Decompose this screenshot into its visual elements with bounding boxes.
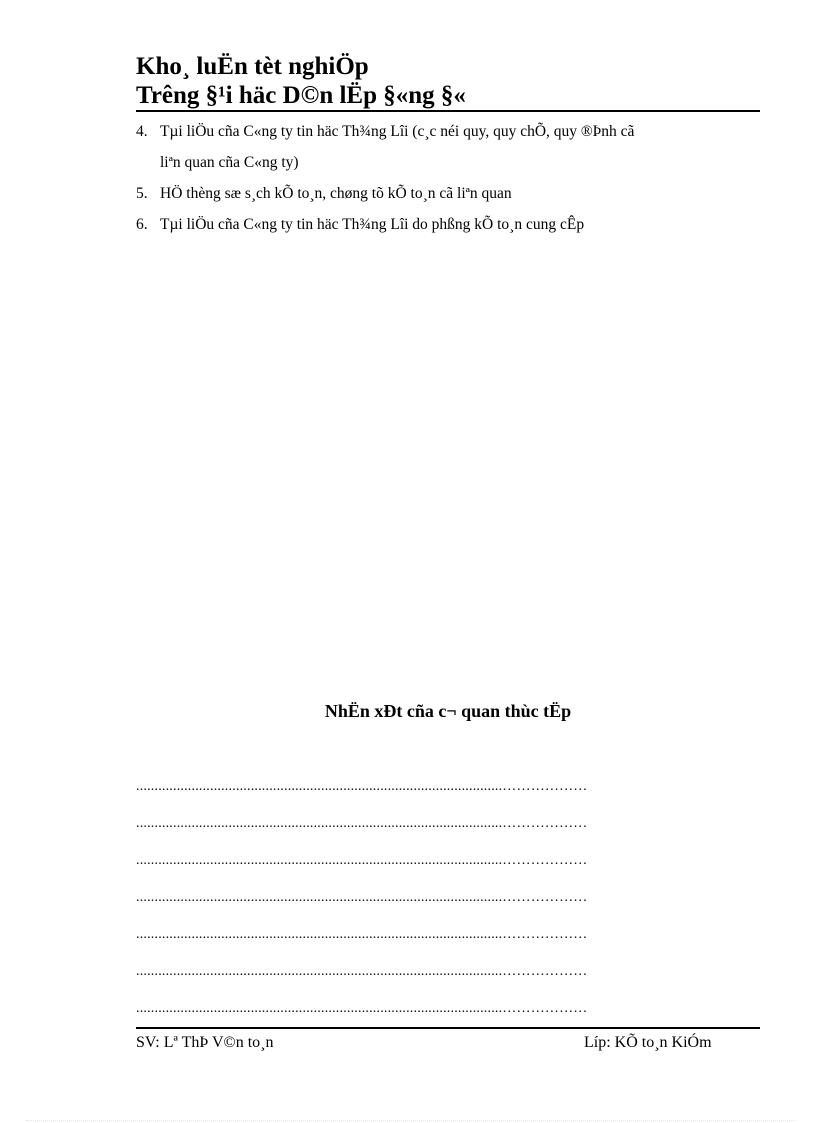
page-edge xyxy=(26,1120,796,1121)
list-item xyxy=(136,178,760,209)
list-item xyxy=(136,116,760,147)
footer-class: Líp: KÕ to¸n KiÓm xyxy=(584,1034,712,1051)
list-item xyxy=(136,209,760,240)
dotted-line: ...................................................................................................……………… xyxy=(136,779,588,794)
reference-list xyxy=(136,116,760,240)
dotted-line: ...................................................................................................……………… xyxy=(136,890,588,905)
thesis-title: Kho¸ luËn tèt nghiÖp xyxy=(136,53,369,80)
dotted-line: ...................................................................................................……………… xyxy=(136,816,588,831)
list-item-text: Tµi liÖu cña C«ng ty tin häc Th¾ng Lîi do phßng kÕ to¸n cung cÊp xyxy=(160,216,585,233)
dotted-line: ...................................................................................................……………… xyxy=(136,1001,588,1016)
section-title: NhËn xÐt cña c¬ quan thùc tËp xyxy=(324,701,572,721)
list-item-number: 5. xyxy=(136,185,148,202)
dotted-line: ...................................................................................................……………… xyxy=(136,853,588,868)
footer-student: SV: Lª ThÞ V©n to¸n xyxy=(136,1034,274,1051)
header-divider xyxy=(136,110,760,112)
list-item-continuation: liªn quan cña C«ng ty) xyxy=(160,154,299,171)
footer-divider xyxy=(136,1027,760,1029)
list-item-number: 6. xyxy=(136,216,148,233)
university-name: Trêng §¹i häc D©n lËp §«ng §« xyxy=(136,82,466,109)
list-item-text: Tµi liÖu cña C«ng ty tin häc Th¾ng Lîi (c¸c néi quy, quy chÕ, quy ®Þnh cã xyxy=(160,123,635,140)
document-header xyxy=(136,52,760,110)
dotted-line: ...................................................................................................……………… xyxy=(136,964,588,979)
comment-lines xyxy=(136,776,736,1035)
list-item-number: 4. xyxy=(136,123,148,140)
dotted-line: ...................................................................................................……………… xyxy=(136,927,588,942)
list-item-text: HÖ thèng sæ s¸ch kÕ to¸n, chøng tõ kÕ to¸n cã liªn quan xyxy=(160,185,512,202)
